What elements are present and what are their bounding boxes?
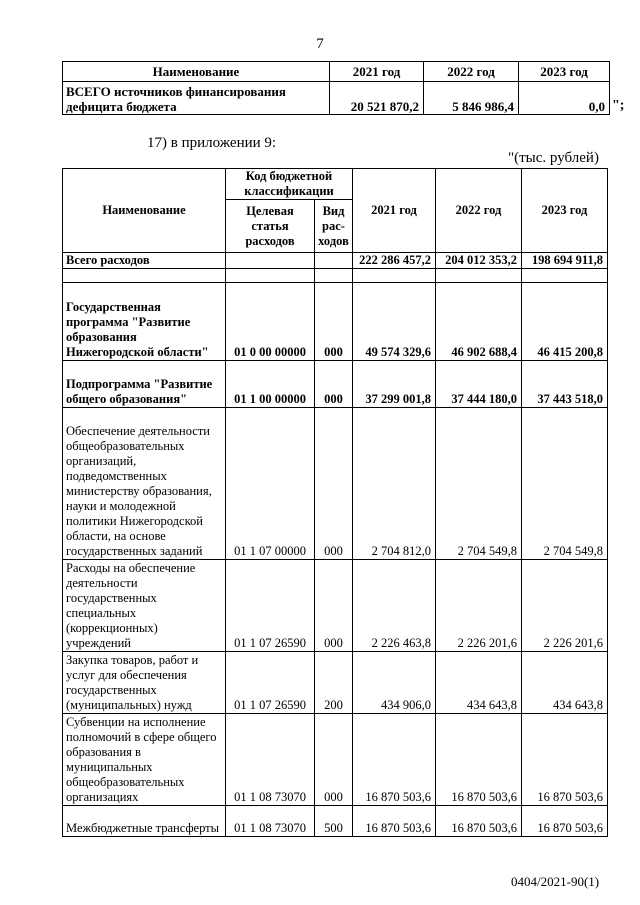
table-row	[63, 283, 608, 361]
sources-2021: 20 521 870,2	[330, 82, 424, 115]
sources-header-row	[63, 62, 610, 82]
row-name: Государственная программа "Развитие образования Нижегородской области"	[63, 283, 226, 361]
total-2023: 198 694 911,8	[522, 253, 608, 269]
row-2021: 434 906,0	[353, 652, 436, 714]
row-2022: 2 226 201,6	[436, 560, 522, 652]
sources-table	[62, 61, 610, 115]
row-2022: 16 870 503,6	[436, 806, 522, 837]
row-target: 01 1 07 26590	[226, 652, 315, 714]
header-2023: 2023 год	[519, 62, 610, 82]
row-name: Подпрограмма "Развитие общего образования"	[63, 361, 226, 408]
table-row	[63, 361, 608, 408]
row-2023: 2 226 201,6	[522, 560, 608, 652]
header-2023: 2023 год	[522, 169, 608, 253]
row-kind: 200	[315, 652, 353, 714]
row-2021: 2 704 812,0	[353, 408, 436, 560]
unit-label: "(тыс. рублей)	[508, 150, 599, 166]
table-row	[63, 652, 608, 714]
row-2022: 16 870 503,6	[436, 714, 522, 806]
header-name: Наименование	[63, 62, 330, 82]
header-name: Наименование	[63, 169, 226, 253]
row-2022: 46 902 688,4	[436, 283, 522, 361]
row-target: 01 1 07 26590	[226, 560, 315, 652]
row-2023: 2 704 549,8	[522, 408, 608, 560]
row-name: Субвенции на исполнение полномочий в сфере общего образования в муниципальных общеобразовательных организациях	[63, 714, 226, 806]
sources-2022: 5 846 986,4	[424, 82, 519, 115]
row-2023: 434 643,8	[522, 652, 608, 714]
row-name: Межбюджетные трансферты	[63, 806, 226, 837]
row-kind: 000	[315, 283, 353, 361]
row-2023: 37 443 518,0	[522, 361, 608, 408]
header-2021: 2021 год	[353, 169, 436, 253]
table-row	[63, 560, 608, 652]
row-2023: 16 870 503,6	[522, 714, 608, 806]
header-2021: 2021 год	[330, 62, 424, 82]
expenses-table	[62, 168, 608, 837]
row-target: 01 1 07 00000	[226, 408, 315, 560]
header-2022: 2022 год	[424, 62, 519, 82]
row-target: 01 1 00 00000	[226, 361, 315, 408]
row-name: Расходы на обеспечение деятельности государственных специальных (коррекционных) учреждений	[63, 560, 226, 652]
row-target: 01 1 08 73070	[226, 806, 315, 837]
expenses-header-row-1	[63, 169, 608, 200]
row-2021: 2 226 463,8	[353, 560, 436, 652]
document-code: 0404/2021-90(1)	[511, 874, 600, 889]
row-2023: 16 870 503,6	[522, 806, 608, 837]
row-kind: 000	[315, 361, 353, 408]
row-name: Обеспечение деятельности общеобразовательных организаций, подведомственных министерству образования, науки и молодежной политики Нижегородской области, на основе государственных заданий	[63, 408, 226, 560]
row-kind: 000	[315, 714, 353, 806]
row-2021: 49 574 329,6	[353, 283, 436, 361]
total-row	[63, 253, 608, 269]
intro-text: 17) в приложении 9:	[147, 135, 277, 151]
sources-name: ВСЕГО источников финансирования дефицита бюджета	[63, 82, 330, 115]
header-2022: 2022 год	[436, 169, 522, 253]
sources-2023: 0,0	[519, 82, 610, 115]
row-2021: 16 870 503,6	[353, 714, 436, 806]
row-2022: 37 444 180,0	[436, 361, 522, 408]
row-kind: 000	[315, 560, 353, 652]
spacer-row	[63, 269, 608, 283]
total-2022: 204 012 353,2	[436, 253, 522, 269]
row-2022: 2 704 549,8	[436, 408, 522, 560]
header-code-group: Код бюджетной классификации	[226, 169, 353, 200]
row-target: 01 1 08 73070	[226, 714, 315, 806]
page-number: 7	[316, 36, 324, 52]
header-kind: Вид рас-ходов	[315, 200, 353, 253]
closing-quote: ";	[612, 98, 625, 113]
row-2021: 37 299 001,8	[353, 361, 436, 408]
table-row	[63, 806, 608, 837]
total-2021: 222 286 457,2	[353, 253, 436, 269]
header-target: Целевая статья расходов	[226, 200, 315, 253]
sources-total-row	[63, 82, 610, 115]
row-kind: 000	[315, 408, 353, 560]
row-2022: 434 643,8	[436, 652, 522, 714]
table-row	[63, 408, 608, 560]
total-name: Всего расходов	[63, 253, 226, 269]
row-2023: 46 415 200,8	[522, 283, 608, 361]
row-name: Закупка товаров, работ и услуг для обеспечения государственных (муниципальных) нужд	[63, 652, 226, 714]
row-kind: 500	[315, 806, 353, 837]
row-2021: 16 870 503,6	[353, 806, 436, 837]
row-target: 01 0 00 00000	[226, 283, 315, 361]
table-row	[63, 714, 608, 806]
